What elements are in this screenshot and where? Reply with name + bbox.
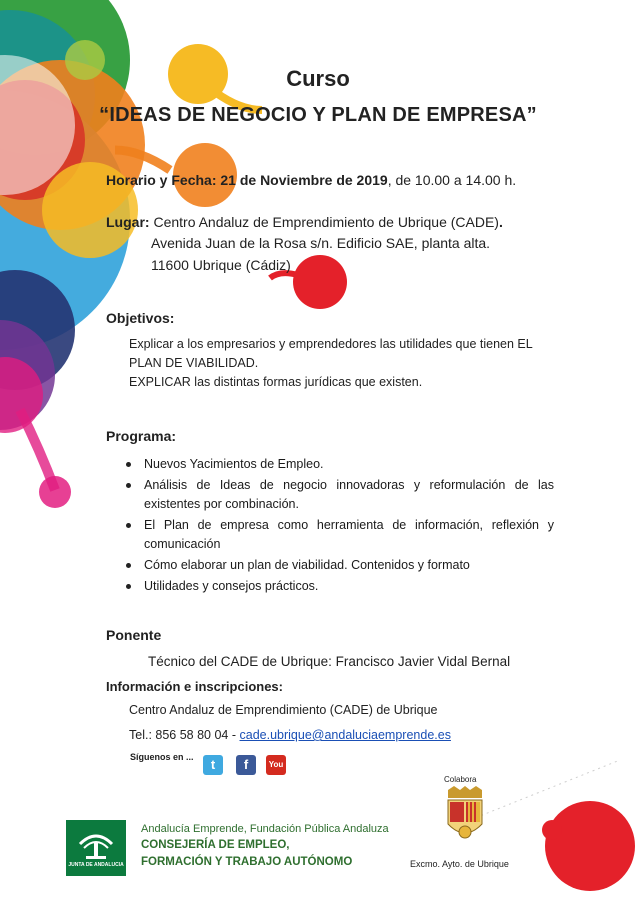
- program-item: Análisis de Ideas de negocio innovadoras y reformulación de las existentes por combinación.: [122, 476, 554, 514]
- phone-number: Tel.: 856 58 80 04 -: [129, 728, 240, 742]
- twitter-icon[interactable]: t: [203, 755, 223, 775]
- location-line2: Avenida Juan de la Rosa s/n. Edificio SAE, planta alta.: [151, 235, 491, 251]
- decor-drop-magenta: [39, 476, 71, 508]
- bullet: [126, 523, 131, 528]
- council-name: Excmo. Ayto. de Ubrique: [410, 859, 509, 869]
- collab-label: Colabora: [444, 775, 477, 784]
- decor-circle-red-bottom: [545, 801, 635, 891]
- location-line3: 11600 Ubrique (Cádiz): [151, 257, 291, 273]
- bullet: [126, 584, 131, 589]
- location-line1: Centro Andaluz de Emprendimiento de Ubrique (CADE): [153, 214, 499, 230]
- schedule-line: [106, 172, 516, 188]
- junta-logo: [66, 820, 126, 876]
- bullet: [126, 563, 131, 568]
- schedule-date: 21 de Noviembre de 2019: [220, 172, 388, 188]
- follow-label: Síguenos en ...: [130, 752, 194, 762]
- email-link[interactable]: cade.ubrique@andaluciaemprende.es: [239, 728, 451, 742]
- program-list: [122, 455, 554, 598]
- info-contact: [129, 728, 451, 742]
- ministry-line1: CONSEJERÍA DE EMPLEO,: [141, 839, 290, 851]
- program-heading: Programa:: [106, 428, 177, 444]
- schedule-time: , de 10.00 a 14.00 h.: [387, 172, 517, 188]
- objectives-line1: Explicar a los empresarios y emprendedores las utilidades que tienen EL: [129, 337, 533, 351]
- location-line1-end: .: [498, 214, 503, 230]
- location-line: [106, 214, 503, 230]
- junta-logo-text: JUNTA DE ANDALUCIA: [68, 862, 124, 868]
- course-label: Curso: [286, 66, 350, 91]
- objectives-line3: EXPLICAR las distintas formas jurídicas que existen.: [129, 375, 423, 389]
- course-title: “IDEAS DE NEGOCIO Y PLAN DE EMPRESA”: [99, 104, 537, 126]
- decor-circle-red-small: [542, 820, 562, 840]
- bullet: [126, 483, 131, 488]
- location-label: Lugar:: [106, 214, 150, 230]
- objectives-line2: PLAN DE VIABILIDAD.: [129, 356, 259, 370]
- program-item: El Plan de empresa como herramienta de información, reflexión y comunicación: [122, 516, 554, 554]
- ministry-line2: FORMACIÓN Y TRABAJO AUTÓNOMO: [141, 856, 353, 868]
- facebook-icon[interactable]: f: [236, 755, 256, 775]
- schedule-label: Horario y Fecha:: [106, 172, 217, 188]
- foundation-name: Andalucía Emprende, Fundación Pública Andaluza: [141, 823, 389, 835]
- program-item: Utilidades y consejos prácticos.: [122, 577, 554, 596]
- program-item: Cómo elaborar un plan de viabilidad. Contenidos y formato: [122, 556, 554, 575]
- program-item: Nuevos Yacimientos de Empleo.: [122, 455, 554, 474]
- objectives-text: [129, 335, 554, 392]
- decor-circle-red-mid: [293, 255, 347, 309]
- objectives-heading: Objetivos:: [106, 310, 175, 326]
- bullet: [126, 462, 131, 467]
- info-heading: Información e inscripciones:: [106, 679, 283, 694]
- youtube-icon[interactable]: You: [266, 755, 286, 775]
- speaker-heading: Ponente: [106, 627, 162, 643]
- ubrique-crest-icon: [442, 786, 488, 846]
- info-center: Centro Andaluz de Emprendimiento (CADE) de Ubrique: [129, 703, 438, 717]
- speaker-name: Técnico del CADE de Ubrique: Francisco Javier Vidal Bernal: [148, 654, 511, 669]
